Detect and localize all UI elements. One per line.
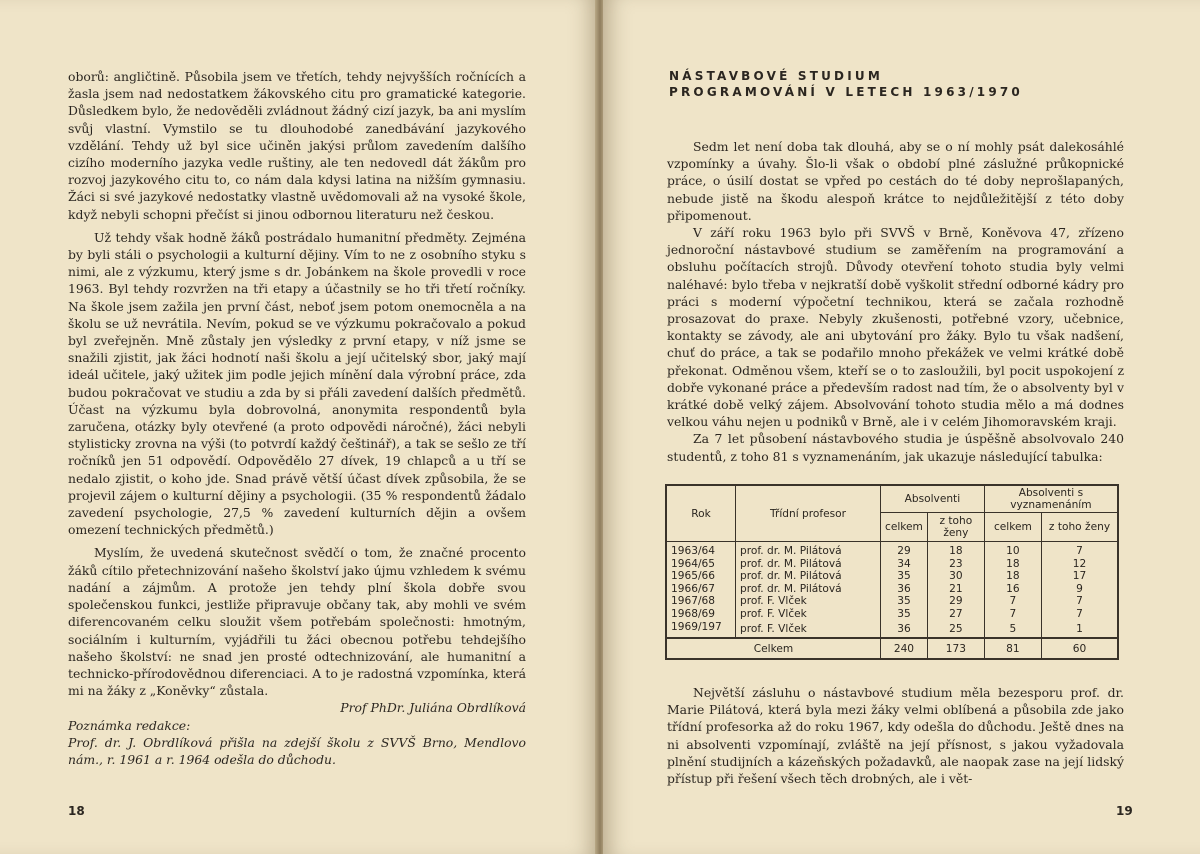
cell-honors-total: 7 xyxy=(984,595,1041,608)
table-row xyxy=(666,595,1118,608)
cell-year: 1968/69 xyxy=(666,608,736,621)
cell-women: 18 xyxy=(927,542,984,558)
cell-year: 1966/67 xyxy=(666,583,736,596)
cell-honors-total: 16 xyxy=(984,583,1041,596)
right-paragraph-2: V září roku 1963 bylo při SVVŠ v Brně, Koněvova 47, zřízeno jednoroční nástavbové studium se zaměřením na programování a obsluhu počítacích strojů. Důvody otevření tohoto studia byly velmi naléhavé: bylo třeba v nejkratší době vyškolit střední odborné kádry pro práci s moderní výpočetní technikou, která se začala rozhodně prosazovat do praxe. Nebyly zkušenosti, potřebné vzory, učebnice, kontakty se závody, ale ani ubytování pro žáky. Bylo tu však nadšení, chuť do práce, a tak se podařilo mnoho překážek ve velmi krátké době překonat. Odměnou všem, kteří se o to zasloužili, byl pocit uspokojení z dobře vykonané práce a především radost nad tím, že o absolventy byl v krátké době velký zájem. Absolvování tohoto studia mělo a má dodnes velkou váhu nejen u podniků v Brně, ale i v celém Jihomoravském kraji. xyxy=(667,225,1124,430)
cell-honors-women: 12 xyxy=(1042,558,1118,571)
table-total-row xyxy=(666,638,1118,659)
left-paragraph-1: oborů: angličtině. Působila jsem ve třetích, tehdy nejvyšších ročnících a žasla jsem nad nedostatkem žákovského citu pro gramatické kategorie. Důsledkem bylo, že nedověděli zvládnout žádný cizí jazyk, ba ani myslím svůj vlastní. Vymstilo se tu dlouhodobé zanedbávání jazykového vzdělání. Tehdy už byl sice učiněn jakýsi průlom zavedením dalšího cizího moderního jazyka vedle ruštiny, ale ten nedovedl dát žákům pro rozvoj jazykového citu to, co nám dala kdysi latina na nižším gymnasiu. Žáci si své jazykové nedostatky vlastně uvědomovali až na vysoké škole, když nebyli schopni přečíst si jinou odbornou literaturu než českou. xyxy=(68,69,526,222)
cell-year: 1964/65 xyxy=(666,558,736,571)
cell-honors-women: 1 xyxy=(1042,621,1118,639)
cell-teacher: prof. F. Vlček xyxy=(736,608,881,621)
cell-teacher: prof. dr. M. Pilátová xyxy=(736,583,881,596)
cell-honors-women: 7 xyxy=(1042,608,1118,621)
cell-teacher: prof. F. Vlček xyxy=(736,621,881,639)
table-row xyxy=(666,583,1118,596)
total-women: 173 xyxy=(927,638,984,659)
cell-honors-women: 7 xyxy=(1042,595,1118,608)
cell-teacher: prof. dr. M. Pilátová xyxy=(736,558,881,571)
cell-year: 1969/197 xyxy=(666,621,736,639)
right-paragraph-1: Sedm let není doba tak dlouhá, aby se o ní mohly psát dalekosáhlé vzpomínky a úvahy. Šlo-li však o období plné záslužné průkopnické práce, o úsilí dostat se vpřed po cestách do té doby neprošlapaných, nebude jistě na škodu alespoň krátce to nejdůležitější z této doby připomenout. xyxy=(667,139,1124,223)
cell-honors-women: 9 xyxy=(1042,583,1118,596)
right-body-text xyxy=(667,138,1124,465)
cell-total: 34 xyxy=(881,558,928,571)
cell-honors-total: 10 xyxy=(984,542,1041,558)
left-page xyxy=(0,0,597,854)
graduates-table xyxy=(665,484,1119,660)
left-body-text xyxy=(68,68,526,768)
cell-total: 35 xyxy=(881,595,928,608)
table-row xyxy=(666,608,1118,621)
heading-line-2: PROGRAMOVÁNÍ V LETECH 1963/1970 xyxy=(669,85,1023,99)
cell-year: 1965/66 xyxy=(666,570,736,583)
table-row xyxy=(666,621,1118,639)
cell-teacher: prof. dr. M. Pilátová xyxy=(736,542,881,558)
total-honors: 81 xyxy=(984,638,1041,659)
editor-note-heading: Poznámka redakce: xyxy=(68,717,191,733)
cell-honors-total: 5 xyxy=(984,621,1041,639)
total-graduates: 240 xyxy=(881,638,928,659)
author-signature: Prof PhDr. Juliána Obrdlíková xyxy=(340,700,526,716)
left-paragraph-2: Už tehdy však hodně žáků postrádalo humanitní předměty. Zejména by byli stáli o psychologii a kulturní dějiny. Vím to ne z osobního styku s nimi, ale z výzkumu, který jsme s dr. Jobánkem na škole provedli v roce 1963. Byl tehdy rozvržen na tři etapy a účastnily se ho tři třetí ročníky. Na škole jsem zažila jen první část, neboť jsem potom onemocněla a na školu se už nevrátila. Nevím, pokud se ve výzkumu pokračovalo a pokud byl zveřejněn. Mně zůstaly jen výsledky z první etapy, v níž jsme se snažili zjistit, jak žáci hodnotí naši školu a její učitelský sbor, jaký mají ideál učitele, jaký užitek jim podle jejich mínění dala výrobní práce, zda budou pokračovat ve studiu a zda by si přáli zavedení dalších předmětů. Účast na výzkumu byla dobrovolná, anonymita respondentů byla zaručena, otázky byly otevřené (a proto odpovědi náročné), žáci nebyli stylisticky zrovna na výši (to potvrdí každý češtinář), a tak se sešlo ze tří ročníků jen 51 odpovědí. Odpovědělo 27 dívek, 19 chlapců a u tří se nedalo zjistit, o koho jde. Snad právě větší účast dívek způsobila, že se projevil zájem o kulturní dějiny a psychologii. (35 % respondentů žádalo zavedení psychologie, 27,5 % zavedení kulturních dějin a ovšem omezení technických předmětů.) xyxy=(68,229,526,538)
cell-total: 36 xyxy=(881,583,928,596)
page-number-right: 19 xyxy=(1116,804,1133,818)
cell-honors-total: 18 xyxy=(984,570,1041,583)
subheader-women-2: z toho ženy xyxy=(1042,513,1118,542)
cell-women: 29 xyxy=(927,595,984,608)
cell-teacher: prof. F. Vlček xyxy=(736,595,881,608)
right-paragraph-3: Za 7 let působení nástavbového studia je úspěšně absolvovalo 240 studentů, z toho 81 s vyznamenáním, jak ukazuje následující tabulka: xyxy=(667,431,1124,464)
cell-women: 21 xyxy=(927,583,984,596)
cell-year: 1963/64 xyxy=(666,542,736,558)
col-header-year: Rok xyxy=(666,485,736,542)
cell-total: 35 xyxy=(881,570,928,583)
right-paragraph-4: Největší zásluhu o nástavbové studium měla bezesporu prof. dr. Marie Pilátová, která byla mezi žáky velmi oblíbená a působila zde jako třídní profesorka až do roku 1967, kdy odešla do důchodu. Ještě dnes na ni absolventi vzpomínají, zvláště na její přísnost, s jakou vyžadovala plnění studijních a kázeňských požadavků, ale naopak zase na její lidský přístup při řešení všech těch drobných, ale i vět- xyxy=(667,685,1124,787)
cell-total: 29 xyxy=(881,542,928,558)
cell-year: 1967/68 xyxy=(666,595,736,608)
editor-note-text: Prof. dr. J. Obrdlíková přišla na zdejší školu z SVVŠ Brno, Mendlovo nám., r. 1961 a r. 1964 odešla do důchodu. xyxy=(68,734,526,767)
table-row xyxy=(666,558,1118,571)
col-header-graduates: Absolventi xyxy=(881,485,985,513)
cell-women: 25 xyxy=(927,621,984,639)
cell-women: 23 xyxy=(927,558,984,571)
page-number-left: 18 xyxy=(68,804,85,818)
cell-honors-women: 17 xyxy=(1042,570,1118,583)
col-header-teacher: Třídní profesor xyxy=(736,485,881,542)
cell-honors-women: 7 xyxy=(1042,542,1118,558)
col-header-honors: Absolventi s vyznamenáním xyxy=(984,485,1118,513)
table-row xyxy=(666,542,1118,558)
cell-women: 30 xyxy=(927,570,984,583)
cell-honors-total: 18 xyxy=(984,558,1041,571)
subheader-total-2: celkem xyxy=(984,513,1041,542)
left-paragraph-3: Myslím, že uvedená skutečnost svědčí o tom, že značné procento žáků cítilo přetechnizování našeho školství jako újmu vzhledem k svému nadání a zájmům. A protože jen tehdy plní škola dobře svou společenskou funkci, jestliže připravuje občany tak, aby mohli ve svém diferencovaném celku sloužit všem potřebám společnosti: hmotným, sociálním i kulturním, vyjádřili tu žáci obecnou potřebu tehdejšího našeho školství: ne snad jen prosté odtechnizování, ale humanitní a technicko-přírodovědnou diferenciaci. A to je radostná vzpomínka, která mi na žáky z „Koněvky“ zůstala. xyxy=(68,545,526,699)
cell-women: 27 xyxy=(927,608,984,621)
total-honors-women: 60 xyxy=(1042,638,1118,659)
cell-total: 36 xyxy=(881,621,928,639)
cell-teacher: prof. dr. M. Pilátová xyxy=(736,570,881,583)
heading-line-1: NÁSTAVBOVÉ STUDIUM xyxy=(669,69,883,83)
table-row xyxy=(666,570,1118,583)
section-heading xyxy=(669,68,1023,100)
total-label: Celkem xyxy=(666,638,881,659)
cell-total: 35 xyxy=(881,608,928,621)
subheader-total-1: celkem xyxy=(881,513,928,542)
subheader-women-1: z toho ženy xyxy=(927,513,984,542)
right-paragraph-after-table-wrap xyxy=(667,684,1124,787)
right-page xyxy=(603,0,1200,854)
cell-honors-total: 7 xyxy=(984,608,1041,621)
